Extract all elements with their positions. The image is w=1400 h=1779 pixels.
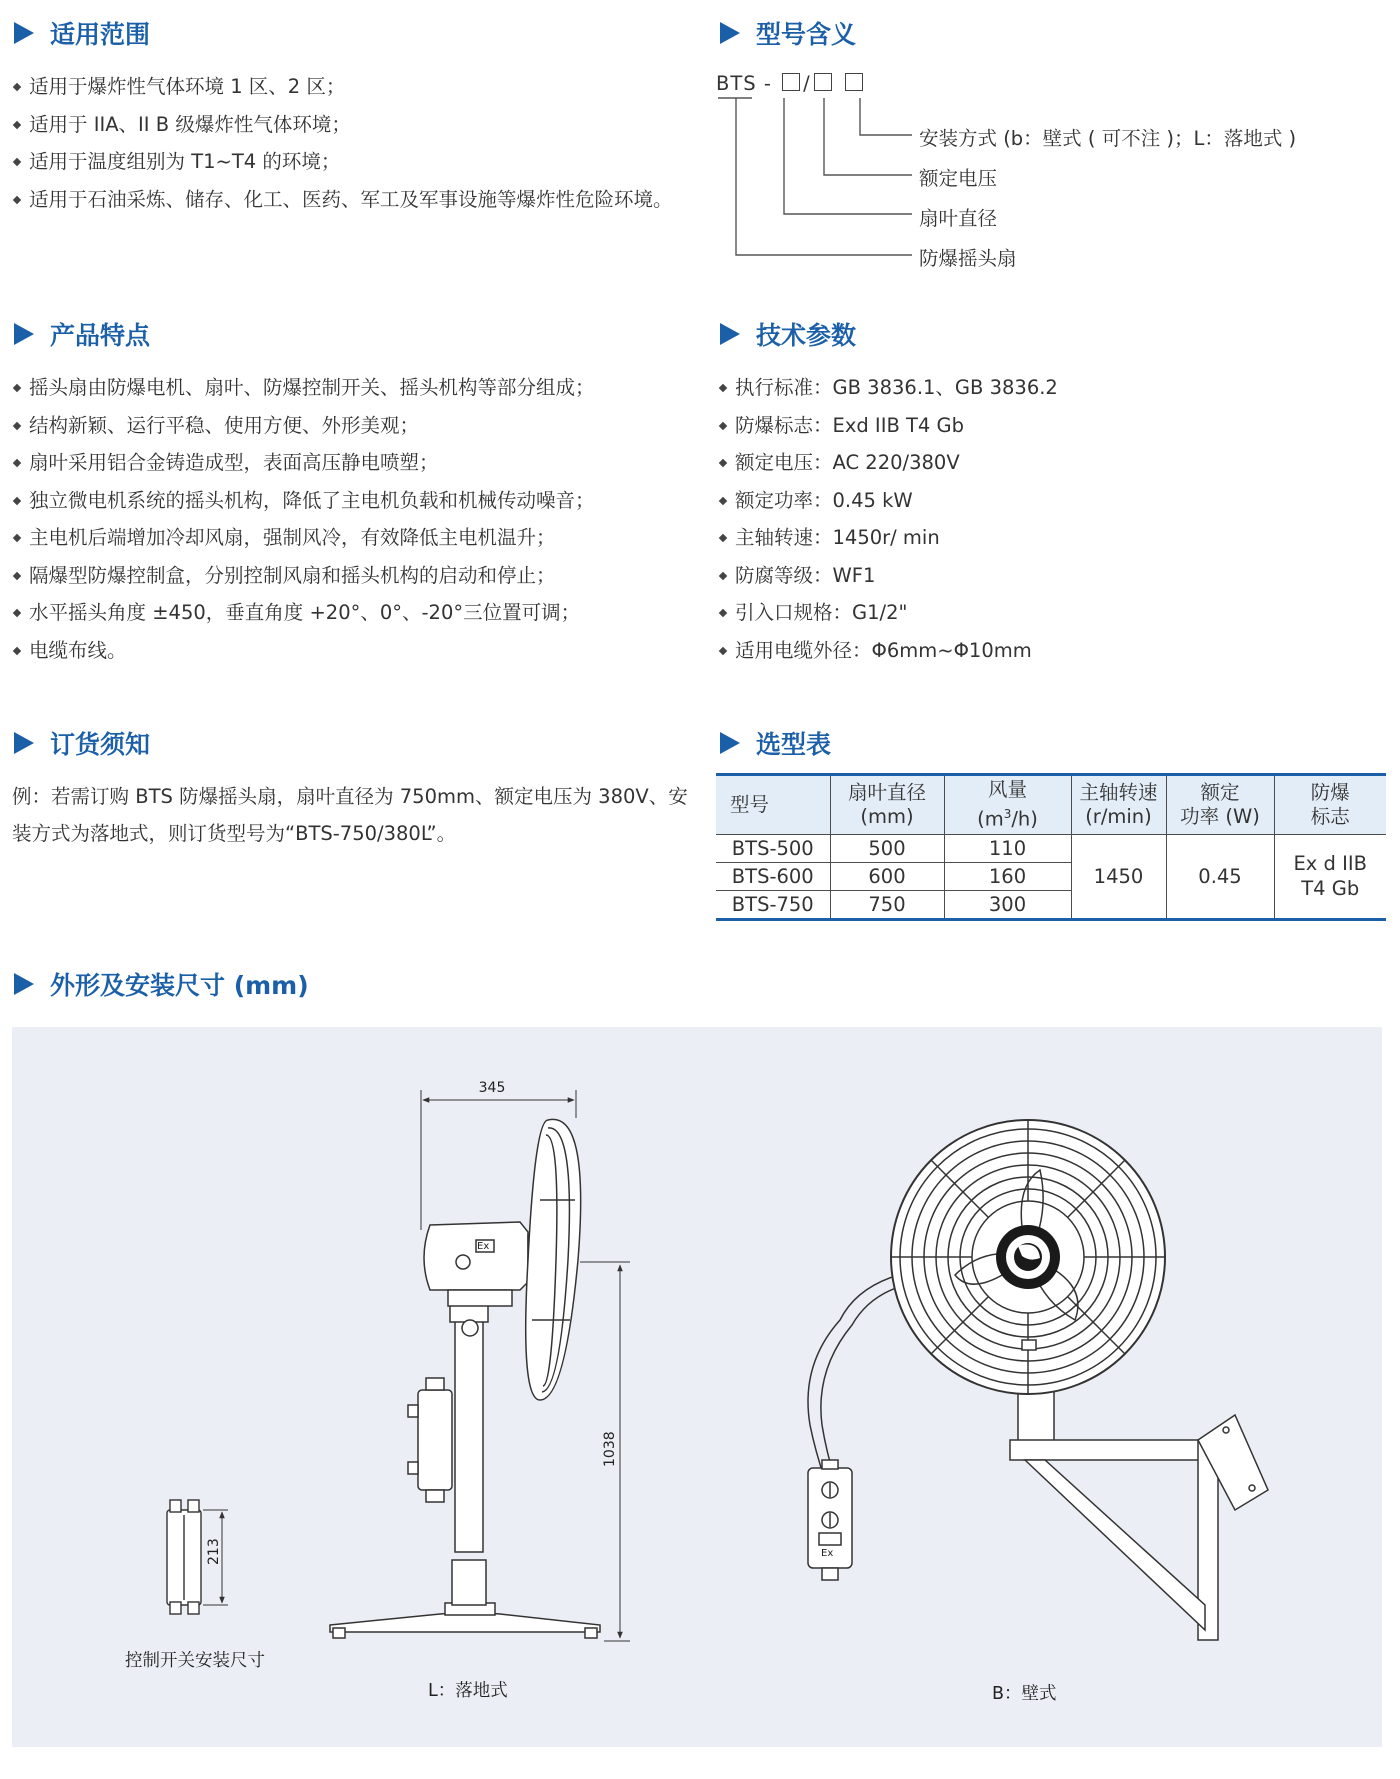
cell-speed: 1450	[1071, 834, 1166, 919]
header-power: 额定 功率 (W)	[1166, 775, 1274, 835]
cell-airflow: 160	[944, 862, 1071, 890]
model-label-fan: 防爆摇头扇	[919, 247, 1017, 270]
list-item: 适用于温度组别为 T1~T4 的环境；	[12, 143, 690, 181]
section-title-text: 型号含义	[756, 20, 857, 49]
dim-label-switch: 213	[206, 1538, 222, 1565]
cell-mark: Ex d IIB T4 Gb	[1274, 834, 1386, 919]
ordering-text: 例：若需订购 BTS 防爆摇头扇，扇叶直径为 750mm、额定电压为 380V、安装方式为落地式，则订货型号为“BTS-750/380L”。	[12, 785, 688, 845]
cell-diameter: 500	[830, 834, 944, 862]
model-code-prefix: BTS -	[716, 72, 772, 95]
section-title-text: 产品特点	[50, 321, 151, 350]
wall-fan-hub	[996, 1225, 1060, 1289]
caption-wall: B：壁式	[992, 1684, 1057, 1704]
list-item: 主电机后端增加冷却风扇，强制风冷，有效降低主电机温升；	[12, 519, 595, 557]
header-speed: 主轴转速 (r/min)	[1071, 775, 1166, 835]
ex-mark-floor: Ex	[477, 1241, 490, 1252]
floor-fan-dimensions	[421, 1090, 630, 1641]
list-item: 引入口规格：G1/2"	[718, 594, 1058, 632]
cell-diameter: 750	[830, 890, 944, 919]
ex-mark-wall: Ex	[821, 1548, 834, 1559]
list-item: 适用于 IIA、II B 级爆炸性气体环境；	[12, 106, 690, 144]
floor-fan-drawing	[330, 1119, 600, 1638]
list-item: 防腐等级：WF1	[718, 557, 1058, 595]
header-model: 型号	[716, 775, 830, 835]
section-title-text: 选型表	[756, 730, 832, 759]
model-label-install: 安装方式 (b：壁式 ( 可不注 )；L：落地式 )	[919, 127, 1297, 150]
model-code: BTS - /	[716, 72, 866, 95]
list-item: 主轴转速：1450r/ min	[718, 519, 1058, 557]
list-item: 扇叶采用铝合金铸造成型，表面高压静电喷塑；	[12, 444, 595, 482]
model-label-diameter: 扇叶直径	[919, 207, 998, 230]
header-airflow: 风量 $(m^3/h)$	[944, 775, 1071, 835]
list-item: 额定电压：AC 220/380V	[718, 444, 1058, 482]
section-title-text: 适用范围	[50, 20, 151, 49]
cell-model: BTS-750	[716, 890, 830, 919]
list-item: 独立微电机系统的摇头机构，降低了主电机负载和机械传动噪音；	[12, 482, 595, 520]
caption-switch: 控制开关安装尺寸	[125, 1651, 265, 1671]
header-mark: 防爆 标志	[1274, 775, 1386, 835]
list-item: 适用电缆外径：Φ6mm~Φ10mm	[718, 632, 1058, 670]
section-title-text: 技术参数	[756, 321, 857, 350]
list-item: 水平摇头角度 ±450，垂直角度 +20°、0°、-20°三位置可调；	[12, 594, 595, 632]
cell-model: BTS-500	[716, 834, 830, 862]
section-title-text: 订货须知	[50, 730, 151, 759]
cell-diameter: 600	[830, 862, 944, 890]
list-item: 适用于石油采炼、储存、化工、医药、军工及军事设施等爆炸性危险环境。	[12, 181, 690, 219]
caption-floor: L：落地式	[428, 1681, 508, 1701]
switch-drawing	[167, 1500, 201, 1614]
cell-model: BTS-600	[716, 862, 830, 890]
list-item: 隔爆型防爆控制盒，分别控制风扇和摇头机构的启动和停止；	[12, 557, 595, 595]
section-title-text: 外形及安装尺寸 (mm)	[50, 971, 309, 1000]
list-item: 执行标准：GB 3836.1、GB 3836.2	[718, 369, 1058, 407]
wall-fan-drawing	[808, 1120, 1268, 1640]
list-item: 结构新颖、运行平稳、使用方便、外形美观；	[12, 407, 595, 445]
cell-airflow: 110	[944, 834, 1071, 862]
cell-airflow: 300	[944, 890, 1071, 919]
cell-power: 0.45	[1166, 834, 1274, 919]
model-label-voltage: 额定电压	[919, 167, 998, 190]
dim-label-height: 1038	[602, 1431, 618, 1467]
list-item: 适用于爆炸性气体环境 1 区、2 区；	[12, 68, 690, 106]
list-item: 摇头扇由防爆电机、扇叶、防爆控制开关、摇头机构等部分组成；	[12, 369, 595, 407]
list-item: 电缆布线。	[12, 632, 595, 670]
list-item: 额定功率：0.45 kW	[718, 482, 1058, 520]
list-item: 防爆标志：Exd IIB T4 Gb	[718, 407, 1058, 445]
dim-label-width: 345	[478, 1080, 506, 1096]
header-diameter: 扇叶直径 (mm)	[830, 775, 944, 835]
